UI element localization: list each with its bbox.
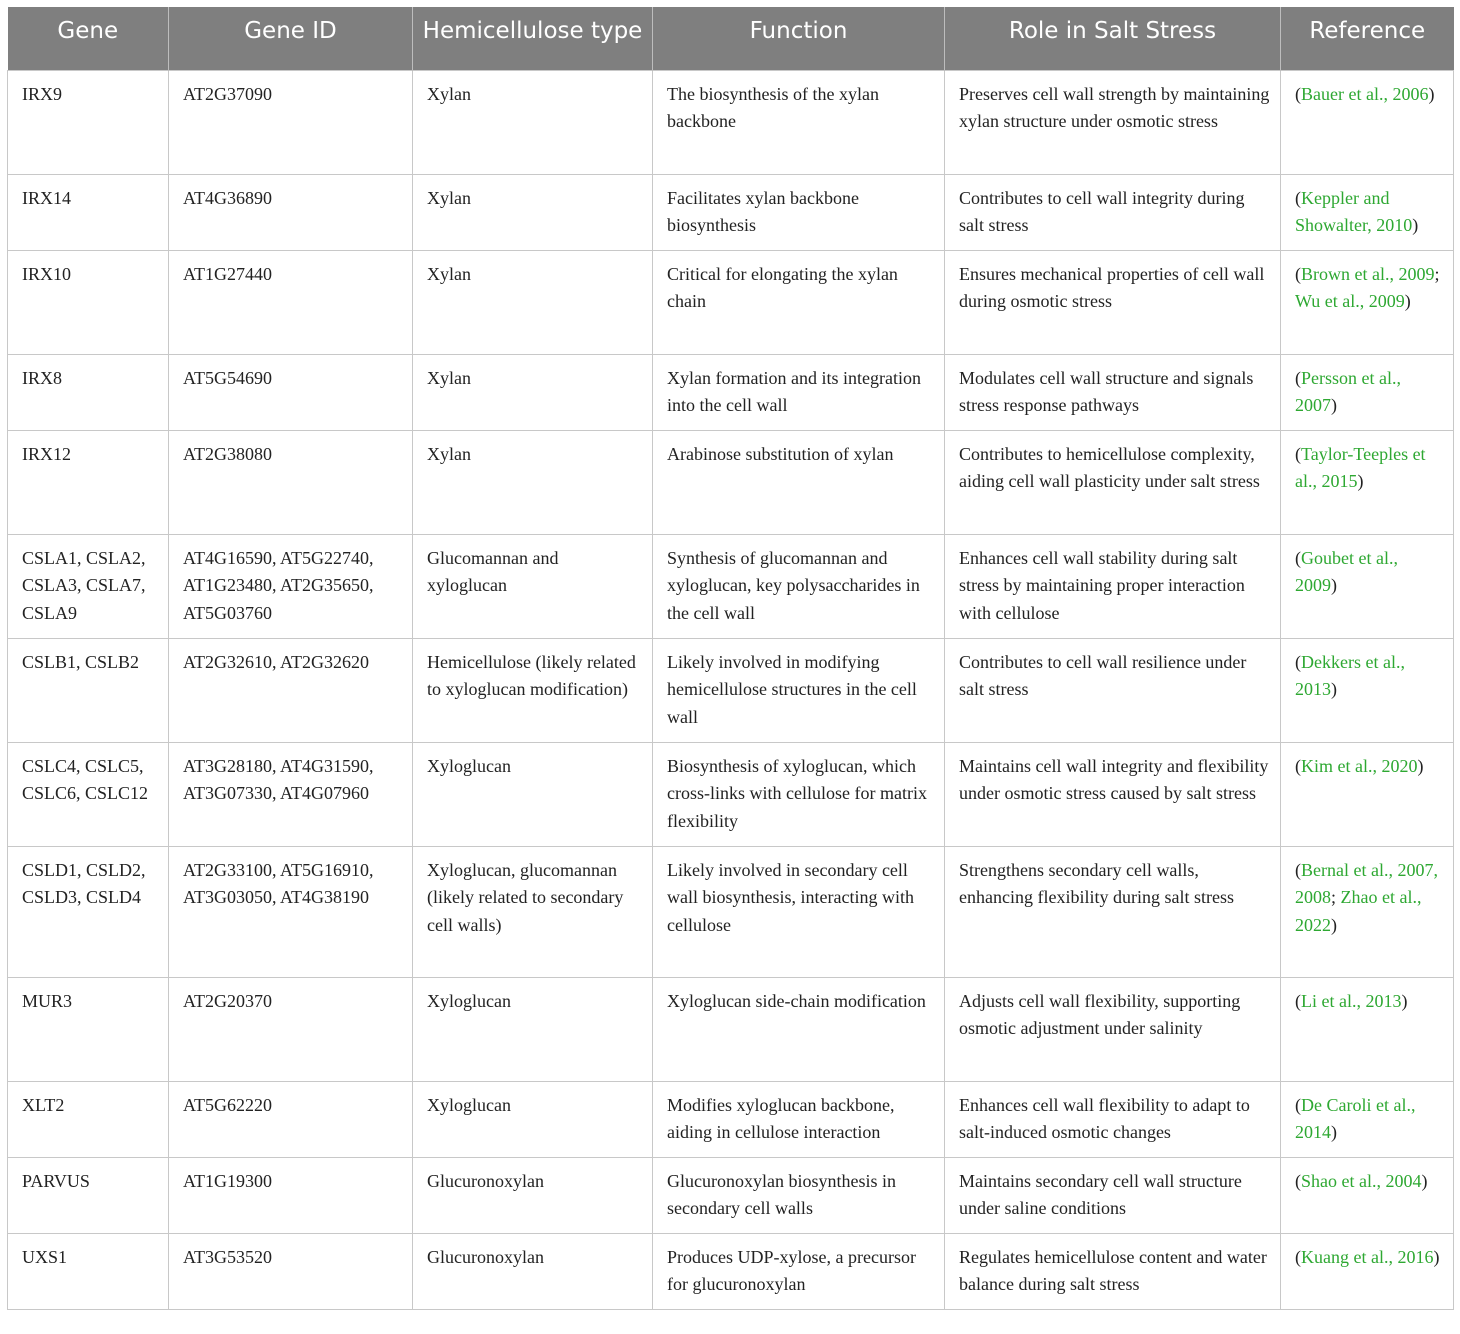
reference-cell (1281, 430, 1454, 534)
hemicellulose-type-cell: Xyloglucan (413, 977, 653, 1081)
gene-cell: IRX12 (8, 430, 169, 534)
reference-paren-open: ( (1295, 547, 1301, 568)
reference-link[interactable]: Bauer et al., 2006 (1301, 83, 1429, 104)
reference-paren-close: ) (1417, 755, 1424, 776)
function-cell: Likely involved in modifying hemicellulose structures in the cell wall (653, 638, 945, 742)
gene-id-cell: AT4G16590, AT5G22740, AT1G23480, AT2G35650, AT5G03760 (169, 534, 413, 638)
reference-link[interactable]: Bernal et al., 2007, 2008 (1295, 859, 1438, 907)
reference-paren-close: ) (1331, 914, 1337, 935)
table-row (8, 354, 1454, 430)
gene-id-cell: AT2G32610, AT2G32620 (169, 638, 413, 742)
gene-id-cell: AT2G37090 (169, 70, 413, 174)
gene-id-cell: AT2G33100, AT5G16910, AT3G03050, AT4G38190 (169, 846, 413, 977)
hemicellulose-type-cell: Xyloglucan (413, 1081, 653, 1157)
hemicellulose-type-cell: Glucomannan and xyloglucan (413, 534, 653, 638)
reference-paren-open: ( (1295, 367, 1301, 388)
function-cell: Glucuronoxylan biosynthesis in secondary cell walls (653, 1157, 945, 1233)
gene-id-cell: AT5G62220 (169, 1081, 413, 1157)
reference-paren-close: ) (1421, 1170, 1428, 1191)
table-row (8, 1233, 1454, 1309)
reference-paren-open: ( (1295, 651, 1301, 672)
gene-cell: IRX10 (8, 250, 169, 354)
reference-link[interactable]: Zhao et al., 2022 (1295, 887, 1422, 935)
reference-separator: ; (1331, 887, 1341, 907)
function-cell: Critical for elongating the xylan chain (653, 250, 945, 354)
table-row (8, 430, 1454, 534)
hemicellulose-type-cell: Xylan (413, 354, 653, 430)
gene-cell: CSLD1, CSLD2, CSLD3, CSLD4 (8, 846, 169, 977)
role-cell: Maintains cell wall integrity and flexibility under osmotic stress caused by salt stress (945, 742, 1281, 846)
reference-paren-open: ( (1295, 1094, 1301, 1115)
gene-cell: XLT2 (8, 1081, 169, 1157)
table-row (8, 174, 1454, 250)
role-cell: Contributes to hemicellulose complexity, aiding cell wall plasticity under salt stress (945, 430, 1281, 534)
reference-link[interactable]: Taylor-Teeples et al., 2015 (1295, 443, 1426, 491)
gene-cell: UXS1 (8, 1233, 169, 1309)
reference-paren-open: ( (1295, 263, 1301, 284)
reference-paren-open: ( (1295, 1246, 1301, 1267)
role-cell: Contributes to cell wall integrity during salt stress (945, 174, 1281, 250)
reference-paren-close: ) (1357, 471, 1364, 491)
function-cell: Likely involved in secondary cell wall biosynthesis, interacting with cellulose (653, 846, 945, 977)
reference-paren-close: ) (1331, 575, 1337, 595)
role-cell: Contributes to cell wall resilience under salt stress (945, 638, 1281, 742)
table-header (8, 7, 1454, 70)
role-cell: Regulates hemicellulose content and water balance during salt stress (945, 1233, 1281, 1309)
reference-cell (1281, 742, 1454, 846)
reference-cell (1281, 1157, 1454, 1233)
table-row (8, 977, 1454, 1081)
hemicellulose-type-cell: Xylan (413, 70, 653, 174)
header-function: Function (653, 7, 945, 70)
gene-id-cell: AT3G53520 (169, 1233, 413, 1309)
reference-paren-close: ) (1401, 990, 1408, 1011)
reference-cell (1281, 1081, 1454, 1157)
gene-cell: PARVUS (8, 1157, 169, 1233)
hemicellulose-type-cell: Xylan (413, 250, 653, 354)
header-hemicellulose-type: Hemicellulose type (413, 7, 653, 70)
reference-link[interactable]: Wu et al., 2009 (1295, 291, 1405, 311)
table-row (8, 1081, 1454, 1157)
hemicellulose-type-cell: Glucuronoxylan (413, 1157, 653, 1233)
hemicellulose-type-cell: Hemicellulose (likely related to xyloglucan modification) (413, 638, 653, 742)
reference-paren-close: ) (1428, 83, 1435, 104)
reference-link[interactable]: Goubet et al., 2009 (1295, 547, 1398, 595)
reference-paren-close: ) (1404, 291, 1411, 311)
gene-cell: MUR3 (8, 977, 169, 1081)
hemicellulose-type-cell: Xyloglucan, glucomannan (likely related to secondary cell walls) (413, 846, 653, 977)
reference-link[interactable]: Shao et al., 2004 (1301, 1170, 1422, 1191)
reference-paren-open: ( (1295, 443, 1301, 464)
gene-id-cell: AT1G27440 (169, 250, 413, 354)
reference-cell (1281, 250, 1454, 354)
hemicellulose-type-cell: Xylan (413, 430, 653, 534)
gene-id-cell: AT2G20370 (169, 977, 413, 1081)
reference-cell (1281, 70, 1454, 174)
table-row (8, 638, 1454, 742)
gene-cell: CSLB1, CSLB2 (8, 638, 169, 742)
reference-link[interactable]: De Caroli et al., 2014 (1295, 1094, 1416, 1142)
gene-cell: CSLC4, CSLC5, CSLC6, CSLC12 (8, 742, 169, 846)
table-row (8, 534, 1454, 638)
reference-cell (1281, 354, 1454, 430)
header-reference: Reference (1281, 7, 1454, 70)
hemicellulose-type-cell: Xyloglucan (413, 742, 653, 846)
hemicellulose-type-cell: Glucuronoxylan (413, 1233, 653, 1309)
role-cell: Maintains secondary cell wall structure under saline conditions (945, 1157, 1281, 1233)
reference-paren-close: ) (1412, 215, 1419, 235)
reference-paren-close: ) (1331, 679, 1337, 699)
reference-paren-open: ( (1295, 755, 1301, 776)
reference-paren-open: ( (1295, 990, 1301, 1011)
function-cell: Biosynthesis of xyloglucan, which cross-links with cellulose for matrix flexibility (653, 742, 945, 846)
reference-cell (1281, 977, 1454, 1081)
table-row (8, 70, 1454, 174)
reference-paren-close: ) (1433, 1246, 1440, 1267)
gene-id-cell: AT5G54690 (169, 354, 413, 430)
function-cell: The biosynthesis of the xylan backbone (653, 70, 945, 174)
reference-paren-close: ) (1331, 395, 1337, 415)
gene-cell: IRX14 (8, 174, 169, 250)
header-gene: Gene (8, 7, 169, 70)
reference-cell (1281, 1233, 1454, 1309)
hemicellulose-type-cell: Xylan (413, 174, 653, 250)
function-cell: Xyloglucan side-chain modification (653, 977, 945, 1081)
gene-id-cell: AT1G19300 (169, 1157, 413, 1233)
gene-id-cell: AT3G28180, AT4G31590, AT3G07330, AT4G07960 (169, 742, 413, 846)
reference-paren-close: ) (1331, 1122, 1337, 1142)
reference-cell (1281, 174, 1454, 250)
gene-cell: IRX9 (8, 70, 169, 174)
function-cell: Arabinose substitution of xylan (653, 430, 945, 534)
reference-link[interactable]: Dekkers et al., 2013 (1295, 651, 1405, 699)
reference-cell (1281, 534, 1454, 638)
header-role-in-salt-stress: Role in Salt Stress (945, 7, 1281, 70)
header-gene-id: Gene ID (169, 7, 413, 70)
header-row (8, 7, 1454, 70)
reference-paren-open: ( (1295, 1170, 1301, 1191)
table-row (8, 1157, 1454, 1233)
reference-paren-open: ( (1295, 187, 1301, 208)
reference-link[interactable]: Brown et al., 2009 (1301, 263, 1435, 284)
table-body (8, 70, 1454, 1309)
gene-cell: CSLA1, CSLA2, CSLA3, CSLA7, CSLA9 (8, 534, 169, 638)
gene-cell: IRX8 (8, 354, 169, 430)
gene-id-cell: AT4G36890 (169, 174, 413, 250)
table-row (8, 846, 1454, 977)
function-cell: Modifies xyloglucan backbone, aiding in cellulose interaction (653, 1081, 945, 1157)
role-cell: Strengthens secondary cell walls, enhancing flexibility during salt stress (945, 846, 1281, 977)
gene-id-cell: AT2G38080 (169, 430, 413, 534)
role-cell: Modulates cell wall structure and signals stress response pathways (945, 354, 1281, 430)
reference-separator: ; (1434, 263, 1440, 284)
function-cell: Xylan formation and its integration into the cell wall (653, 354, 945, 430)
reference-paren-open: ( (1295, 859, 1301, 880)
gene-table (7, 7, 1454, 1310)
role-cell: Enhances cell wall flexibility to adapt to salt-induced osmotic changes (945, 1081, 1281, 1157)
reference-paren-open: ( (1295, 83, 1301, 104)
reference-link[interactable]: Keppler and Showalter, 2010 (1295, 187, 1413, 235)
reference-link[interactable]: Kuang et al., 2016 (1301, 1246, 1434, 1267)
reference-link[interactable]: Li et al., 2013 (1301, 990, 1402, 1011)
function-cell: Produces UDP-xylose, a precursor for glucuronoxylan (653, 1233, 945, 1309)
reference-link[interactable]: Kim et al., 2020 (1301, 755, 1418, 776)
role-cell: Preserves cell wall strength by maintaining xylan structure under osmotic stress (945, 70, 1281, 174)
reference-cell (1281, 638, 1454, 742)
role-cell: Adjusts cell wall flexibility, supporting osmotic adjustment under salinity (945, 977, 1281, 1081)
reference-link[interactable]: Persson et al., 2007 (1295, 367, 1401, 415)
reference-cell (1281, 846, 1454, 977)
role-cell: Enhances cell wall stability during salt stress by maintaining proper interaction with cellulose (945, 534, 1281, 638)
table-row (8, 742, 1454, 846)
function-cell: Synthesis of glucomannan and xyloglucan, key polysaccharides in the cell wall (653, 534, 945, 638)
function-cell: Facilitates xylan backbone biosynthesis (653, 174, 945, 250)
table-row (8, 250, 1454, 354)
role-cell: Ensures mechanical properties of cell wall during osmotic stress (945, 250, 1281, 354)
